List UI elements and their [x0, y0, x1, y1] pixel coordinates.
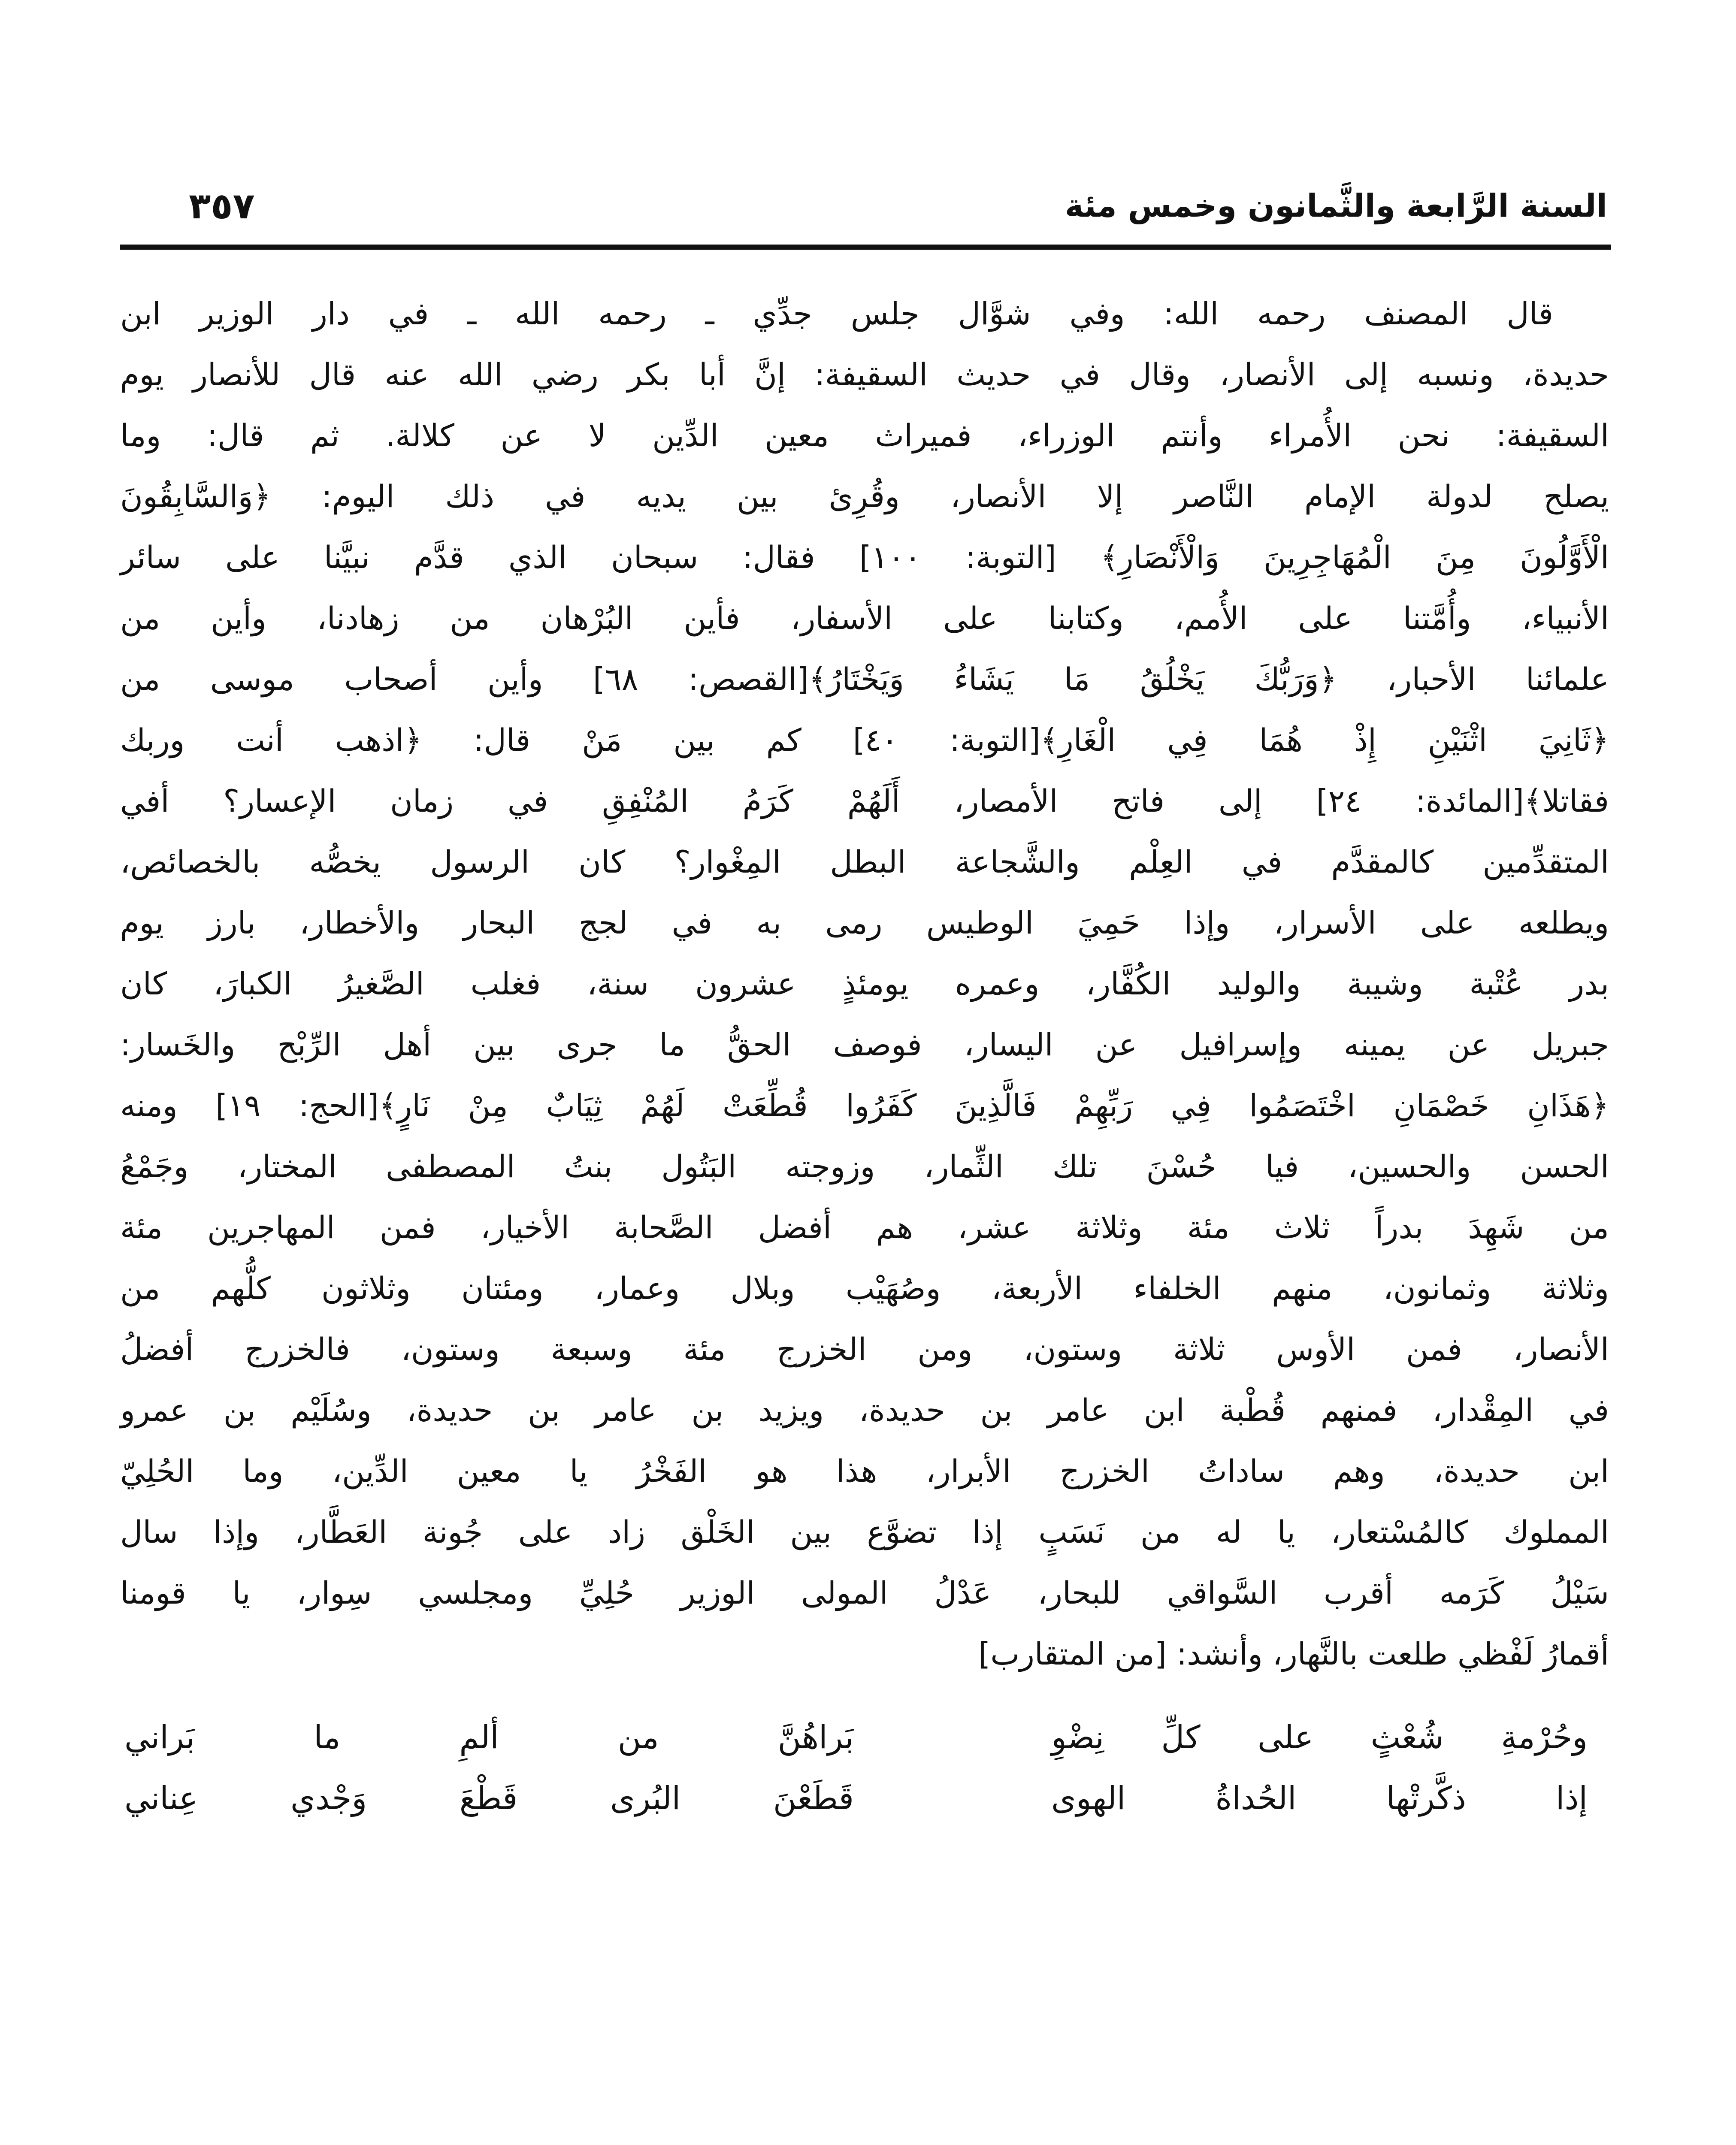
text-line: الأنبياء، وأُمَّتنا على الأُمم، وكتابنا على الأسفار، فأين البُرْهان من زهادنا، وأين من: [120, 600, 1609, 636]
text-line: المملوك كالمُسْتعار، يا له من نَسَبٍ إذا تضوَّع بين الخَلْق زاد على جُونة العَطَّار، وإذا سال: [120, 1514, 1609, 1550]
text-line: من شَهِدَ بدراً ثلاث مئة وثلاثة عشر، هم أفضل الصَّحابة الأخيار، فمن المهاجرين مئة: [120, 1209, 1609, 1245]
text-line: سَيْلُ كَرَمه أقرب السَّواقي للبحار، عَدْلُ المولى الوزير حُلِيِّ ومجلسي سِوار، يا قومنا: [120, 1575, 1609, 1611]
poem-first-hemistich: إذا ذكَّرتْها الحُداةُ الهوى: [1051, 1780, 1588, 1817]
page-header: [0, 180, 1736, 232]
text-line: ابن حديدة، وهم ساداتُ الخزرج الأبرار، هذا هو الفَخْرُ يا معين الدِّين، وما الحُلِيّ: [120, 1453, 1609, 1489]
text-line: الحسن والحسين، فيا حُسْنَ تلك الثِّمار، وزوجته البَتُول بنتُ المصطفى المختار، وجَمْعُ: [120, 1148, 1609, 1184]
poem-first-hemistich: وحُرْمةِ شُعْثٍ على كلِّ نِضْوِ: [1051, 1719, 1588, 1756]
text-line: وثلاثة وثمانون، منهم الخلفاء الأربعة، وصُهَيْب وبلال وعمار، ومئتان وثلاثون كلُّهم من: [120, 1270, 1609, 1306]
text-line: ﴿هَذَانِ خَصْمَانِ اخْتَصَمُوا فِي رَبِّهِمْ فَالَّذِينَ كَفَرُوا قُطِّعَتْ لَهُمْ ثِيَابٌ مِنْ نَارٍ﴾[الحج: ١٩] ومنه: [120, 1088, 1609, 1124]
text-line: فقاتلا﴾[المائدة: ٢٤] إلى فاتح الأمصار، أَلَهُمْ كَرَمُ المُنْفِقِ في زمان الإعسار؟ أفي: [120, 783, 1609, 819]
text-line: علمائنا الأحبار، ﴿وَرَبُّكَ يَخْلُقُ مَا يَشَاءُ وَيَخْتَارُ﴾[القصص: ٦٨] وأين أصحاب موسى من: [120, 661, 1609, 697]
text-line: السقيفة: نحن الأُمراء وأنتم الوزراء، فميراث معين الدِّين لا عن كلالة. ثم قال: وما: [120, 417, 1609, 453]
text-line: جبريل عن يمينه وإسرافيل عن اليسار، فوصف الحقُّ ما جرى بين أهل الرِّبْح والخَسار:: [120, 1027, 1609, 1063]
text-line: قال المصنف رحمه الله: وفي شوَّال جلس جدِّي ـ رحمه الله ـ في دار الوزير ابن: [120, 296, 1553, 332]
poem: [0, 1707, 1736, 1829]
page-number: ٣٥٧: [189, 185, 255, 227]
header-rule: [120, 245, 1611, 250]
running-title: السنة الرَّابعة والثَّمانون وخمس مئة: [1065, 187, 1607, 224]
text-line: أقمارُ لَفْظي طلعت بالنَّهار، وأنشد: [من المتقارب]: [978, 1636, 1609, 1672]
poem-verse: [0, 1707, 1736, 1768]
poem-second-hemistich: قَطَعْنَ البُرى قَطْعَ وَجْدي عِناني: [124, 1780, 854, 1817]
poem-verse: [0, 1768, 1736, 1829]
body-text: [120, 283, 1609, 1684]
text-line: المتقدِّمين كالمقدَّم في العِلْم والشَّجاعة البطل المِغْوار؟ كان الرسول يخصُّه بالخصائص،: [120, 844, 1609, 880]
text-line: بدر عُتْبة وشيبة والوليد الكُفَّار، وعمره يومئذٍ عشرون سنة، فغلب الصَّغيرُ الكبارَ، كان: [120, 966, 1609, 1002]
text-line: ﴿ثَانِيَ اثْنَيْنِ إِذْ هُمَا فِي الْغَارِ﴾[التوبة: ٤٠] كم بين مَنْ قال: ﴿اذهب أنت وربك: [120, 722, 1609, 758]
poem-second-hemistich: بَراهُنَّ من ألمِ ما بَراني: [124, 1719, 854, 1756]
text-line: الأنصار، فمن الأوس ثلاثة وستون، ومن الخزرج مئة وسبعة وستون، فالخزرج أفضلُ: [120, 1331, 1609, 1367]
text-line: الْأَوَّلُونَ مِنَ الْمُهَاجِرِينَ وَالْأَنْصَارِ﴾ [التوبة: ١٠٠] فقال: سبحان الذي قدَّم نبيَّنا على سائر: [120, 539, 1609, 575]
text-line: في المِقْدار، فمنهم قُطْبة ابن عامر بن حديدة، ويزيد بن عامر بن حديدة، وسُلَيْم بن عمرو: [120, 1392, 1609, 1428]
text-line: حديدة، ونسبه إلى الأنصار، وقال في حديث السقيفة: إنَّ أبا بكر رضي الله عنه قال للأنصار يوم: [120, 356, 1609, 393]
text-line: ويطلعه على الأسرار، وإذا حَمِيَ الوطيس رمى به في لجج البحار والأخطار، بارز يوم: [120, 905, 1609, 941]
text-line: يصلح لدولة الإمام النَّاصر إلا الأنصار، وقُرِئ بين يديه في ذلك اليوم: ﴿وَالسَّابِقُونَ: [120, 478, 1609, 514]
